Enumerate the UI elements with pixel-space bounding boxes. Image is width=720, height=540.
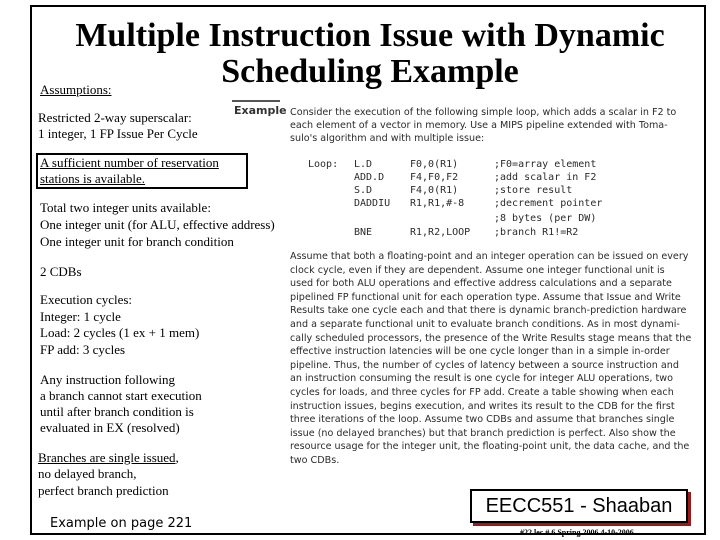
example-body-line: resource usage for the integer unit, the floating-point unit, the data cache, and the xyxy=(290,441,690,453)
branch-issued-line xyxy=(38,450,179,466)
example-body-line: cycles for loads, and three cycles for FP add. Create a table showing when each xyxy=(290,387,674,398)
example-body-line: three iterations of the loop. Assume two CDBs and assume that branches single xyxy=(290,414,675,426)
branch-note-line1: Any instruction following xyxy=(40,372,176,387)
integer-units-line1: Total two integer units available: xyxy=(40,200,211,215)
example-rule xyxy=(232,100,280,102)
code-comment: ;decrement pointer xyxy=(494,198,603,209)
code-op: S.D xyxy=(354,185,373,196)
code-args: F4,0(R1) xyxy=(410,185,459,196)
code-args: F4,F0,F2 xyxy=(410,172,459,183)
branch-extra-line1: no delayed branch, xyxy=(38,466,137,481)
example-body-line: Assume that both a floating-point and an integer operation can be issued on every xyxy=(290,251,689,262)
code-op: DADDIU xyxy=(354,198,391,209)
cdbs-line: 2 CDBs xyxy=(40,264,82,279)
slide-footer: #22 lec # 6 Spring 2006 4-10-2006 xyxy=(520,528,634,537)
superscalar-line2: 1 integer, 1 FP Issue Per Cycle xyxy=(38,126,198,141)
branch-note-line4: evaluated in EX (resolved) xyxy=(40,420,180,435)
branch-note-line2: a branch cannot start execution xyxy=(40,388,202,403)
slide-title-line1: Multiple Instruction Issue with Dynamic xyxy=(75,17,665,54)
code-comment: ;branch R1!=R2 xyxy=(494,227,579,238)
exec-cycles-line4: FP add: 3 cycles xyxy=(40,342,126,357)
example-body-line: clock cycle, even if they are dependent. Assume one integer functional unit is xyxy=(290,264,665,276)
branch-issued-comma: , xyxy=(175,450,179,465)
example-body-line: issue (no delayed branches) but that branch prediction is perfect. Also show the xyxy=(290,427,676,439)
slide-title-line2: Scheduling Example xyxy=(221,53,519,90)
example-body-line: used for both ALU operations and effective address calculations and a separate xyxy=(290,278,672,290)
branch-note-line3: until after branch condition is xyxy=(40,404,194,419)
exec-cycles-line1: Execution cycles: xyxy=(40,292,133,307)
example-label: Example xyxy=(234,104,287,117)
exec-cycles-line2: Integer: 1 cycle xyxy=(40,309,121,324)
example-intro-line2: each element of a vector in memory. Use a MIPS pipeline extended with Toma- xyxy=(290,120,668,131)
code-args: R1,R1,#-8 xyxy=(410,198,465,209)
example-body-line: pipeline. Thus, the number of cycles of latency between a source instruction and xyxy=(290,359,679,371)
code-op: BNE xyxy=(354,227,373,238)
code-op: ADD.D xyxy=(354,172,385,183)
example-body-line: pipelined FP functional unit for each operation type. Assume that Issue and Write xyxy=(290,291,681,303)
code-args: R1,R2,LOOP xyxy=(410,227,471,238)
example-body-line: effective instruction latencies will be one cycle longer than in a simple in-order xyxy=(290,346,670,358)
code-comment: ;store result xyxy=(494,185,573,196)
example-body-line: Results take one cycle each and that there is dynamic branch-prediction hardware xyxy=(290,305,687,317)
example-body-line: instruction issues, begins execution, and writes its result to the CDB for the first xyxy=(290,400,675,412)
superscalar-line1: Restricted 2-way superscalar: xyxy=(38,110,192,125)
code-comment: ;F0=array element xyxy=(494,159,597,170)
example-body-line: two CDBs. xyxy=(290,455,340,466)
code-op: L.D xyxy=(354,159,373,170)
example-intro-line3: sulo's algorithm and with multiple issue: xyxy=(290,133,485,144)
page-reference: Example on page 221 xyxy=(50,516,193,531)
course-logo: EECC551 - Shaaban xyxy=(470,489,688,523)
integer-units-line3: One integer unit for branch condition xyxy=(40,234,234,249)
exec-cycles-line3: Load: 2 cycles (1 ex + 1 mem) xyxy=(40,325,200,340)
branch-issued-text: Branches are single issued xyxy=(38,450,176,465)
reservation-line1: A sufficient number of reservation xyxy=(40,155,219,170)
example-body-line: an instruction consuming the result is one cycle for integer ALU operations, two xyxy=(290,373,673,385)
code-comment: ;add scalar in F2 xyxy=(494,172,597,183)
code-loop-label: Loop: xyxy=(308,159,339,170)
assumptions-heading: Assumptions: xyxy=(40,82,112,97)
code-args: F0,0(R1) xyxy=(410,159,459,170)
example-body-line: and a separate functional unit to evaluate branch conditions. As in most dynami- xyxy=(290,319,680,330)
code-comment: ;8 bytes (per DW) xyxy=(494,213,597,224)
branch-extra-line2: perfect branch prediction xyxy=(38,483,169,498)
reservation-line2: stations is available. xyxy=(40,171,146,186)
example-intro-line1: Consider the execution of the following simple loop, which adds a scalar in F2 to xyxy=(290,107,677,118)
integer-units-line2: One integer unit (for ALU, effective address) xyxy=(40,217,275,232)
example-body-line: cally scheduled processors, the presence of the Write Results stage means that the xyxy=(290,332,692,344)
